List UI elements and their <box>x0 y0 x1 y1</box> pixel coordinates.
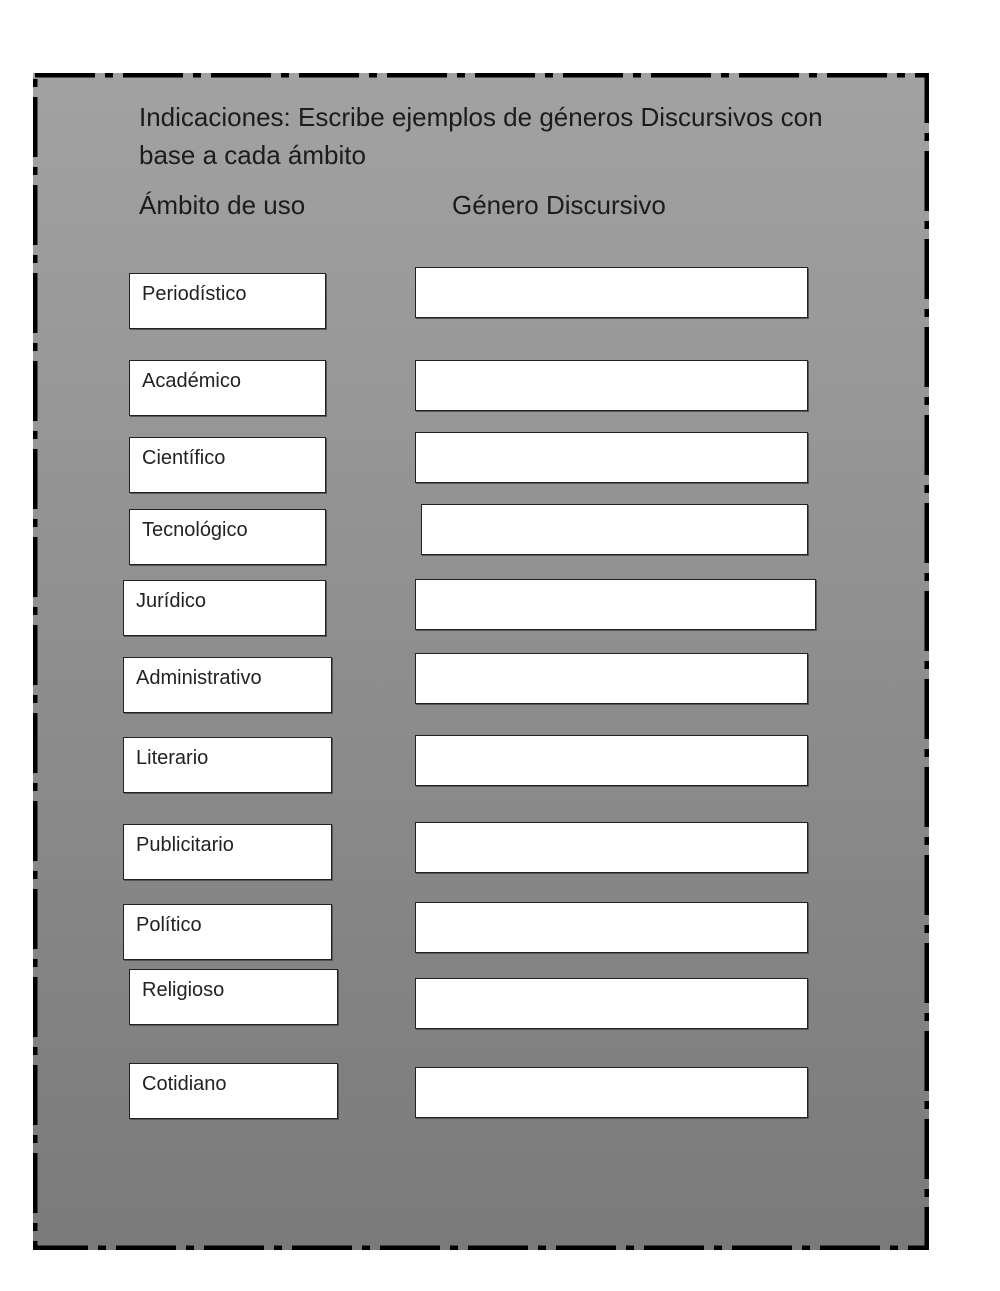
answer-field-juridico[interactable] <box>415 579 816 630</box>
answer-field-religioso[interactable] <box>415 978 808 1029</box>
ambito-label-cientifico: Científico <box>129 437 326 493</box>
column-header-ambito: Ámbito de uso <box>139 190 306 220</box>
answer-field-tecnologico[interactable] <box>421 504 808 555</box>
ambito-label-publicitario: Publicitario <box>123 824 332 880</box>
column-header-genero: Género Discursivo <box>452 190 666 220</box>
answer-field-administrativo[interactable] <box>415 653 808 704</box>
ambito-label-periodistico: Periodístico <box>129 273 326 329</box>
ambito-label-religioso: Religioso <box>129 969 338 1025</box>
ambito-label-tecnologico: Tecnológico <box>129 509 326 565</box>
ambito-label-cotidiano: Cotidiano <box>129 1063 338 1119</box>
ambito-label-juridico: Jurídico <box>123 580 326 636</box>
ambito-label-politico: Político <box>123 904 332 960</box>
answer-field-academico[interactable] <box>415 360 808 411</box>
ambito-label-academico: Académico <box>129 360 326 416</box>
answer-field-cientifico[interactable] <box>415 432 808 483</box>
instructions-text: Indicaciones: Escribe ejemplos de géneros Discursivos con base a cada ámbito <box>139 102 823 170</box>
answer-field-periodistico[interactable] <box>415 267 808 318</box>
answer-field-publicitario[interactable] <box>415 822 808 873</box>
ambito-label-administrativo: Administrativo <box>123 657 332 713</box>
ambito-label-literario: Literario <box>123 737 332 793</box>
answer-field-cotidiano[interactable] <box>415 1067 808 1118</box>
answer-field-politico[interactable] <box>415 902 808 953</box>
answer-field-literario[interactable] <box>415 735 808 786</box>
